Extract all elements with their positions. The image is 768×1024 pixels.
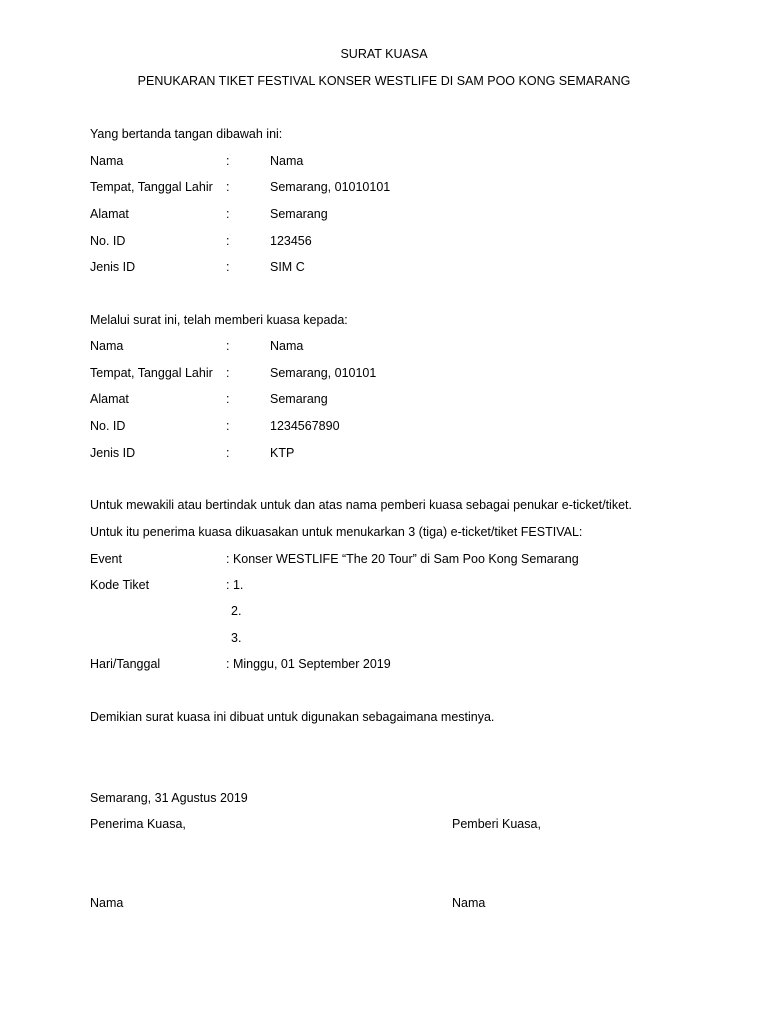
- giver-name-sep: :: [226, 154, 230, 168]
- closing-paragraph: Demikian surat kuasa ini dibuat untuk digunakan sebagaimana mestinya.: [90, 710, 495, 724]
- giver-birth-value: Semarang, 01010101: [270, 180, 391, 194]
- receiver-idtype-sep: :: [226, 446, 230, 460]
- giver-birth-label: Tempat, Tanggal Lahir: [90, 180, 213, 194]
- giver-sign-label: Pemberi Kuasa,: [452, 817, 541, 831]
- date-label: Hari/Tanggal: [90, 657, 161, 671]
- event-value: : Konser WESTLIFE “The 20 Tour” di Sam Poo Kong Semarang: [226, 552, 579, 566]
- receiver-id-label: No. ID: [90, 419, 126, 433]
- giver-id-value: 123456: [270, 234, 312, 248]
- giver-birth-sep: :: [226, 180, 230, 194]
- receiver-name-sep: :: [226, 339, 230, 353]
- giver-name-value: Nama: [270, 154, 304, 168]
- date-value: : Minggu, 01 September 2019: [226, 657, 391, 671]
- event-label: Event: [90, 552, 122, 566]
- place-date: Semarang, 31 Agustus 2019: [90, 791, 248, 805]
- receiver-address-sep: :: [226, 392, 230, 406]
- authority-paragraph: Untuk mewakili atau bertindak untuk dan atas nama pemberi kuasa sebagai penukar e-ticket/tiket.: [90, 498, 632, 512]
- giver-name-label: Nama: [90, 154, 124, 168]
- receiver-address-label: Alamat: [90, 392, 129, 406]
- letter-title: SURAT KUASA: [340, 47, 428, 61]
- giver-intro: Yang bertanda tangan dibawah ini:: [90, 127, 283, 141]
- receiver-id-sep: :: [226, 419, 230, 433]
- ticket-code-item-1: : 1.: [226, 578, 244, 592]
- receiver-sign-label: Penerima Kuasa,: [90, 817, 186, 831]
- ticket-code-item-2: 2.: [231, 604, 242, 618]
- receiver-birth-value: Semarang, 010101: [270, 366, 377, 380]
- ticket-code-label: Kode Tiket: [90, 578, 150, 592]
- receiver-name-label: Nama: [90, 339, 124, 353]
- giver-idtype-label: Jenis ID: [90, 260, 136, 274]
- receiver-birth-sep: :: [226, 366, 230, 380]
- ticket-code-item-3: 3.: [231, 631, 242, 645]
- letter-subtitle: PENUKARAN TIKET FESTIVAL KONSER WESTLIFE DI SAM POO KONG SEMARANG: [137, 74, 631, 88]
- receiver-birth-label: Tempat, Tanggal Lahir: [90, 366, 213, 380]
- receiver-id-value: 1234567890: [270, 419, 340, 433]
- receiver-intro: Melalui surat ini, telah memberi kuasa kepada:: [90, 313, 348, 327]
- giver-id-sep: :: [226, 234, 230, 248]
- giver-sign-name: Nama: [452, 896, 486, 910]
- receiver-sign-name: Nama: [90, 896, 124, 910]
- giver-address-sep: :: [226, 207, 230, 221]
- giver-address-value: Semarang: [270, 207, 328, 221]
- receiver-idtype-label: Jenis ID: [90, 446, 136, 460]
- receiver-idtype-value: KTP: [270, 446, 295, 460]
- receiver-name-value: Nama: [270, 339, 304, 353]
- receiver-address-value: Semarang: [270, 392, 328, 406]
- giver-idtype-sep: :: [226, 260, 230, 274]
- exchange-paragraph: Untuk itu penerima kuasa dikuasakan untuk menukarkan 3 (tiga) e-ticket/tiket FESTIVAL:: [90, 525, 583, 539]
- giver-idtype-value: SIM C: [270, 260, 305, 274]
- giver-id-label: No. ID: [90, 234, 126, 248]
- giver-address-label: Alamat: [90, 207, 129, 221]
